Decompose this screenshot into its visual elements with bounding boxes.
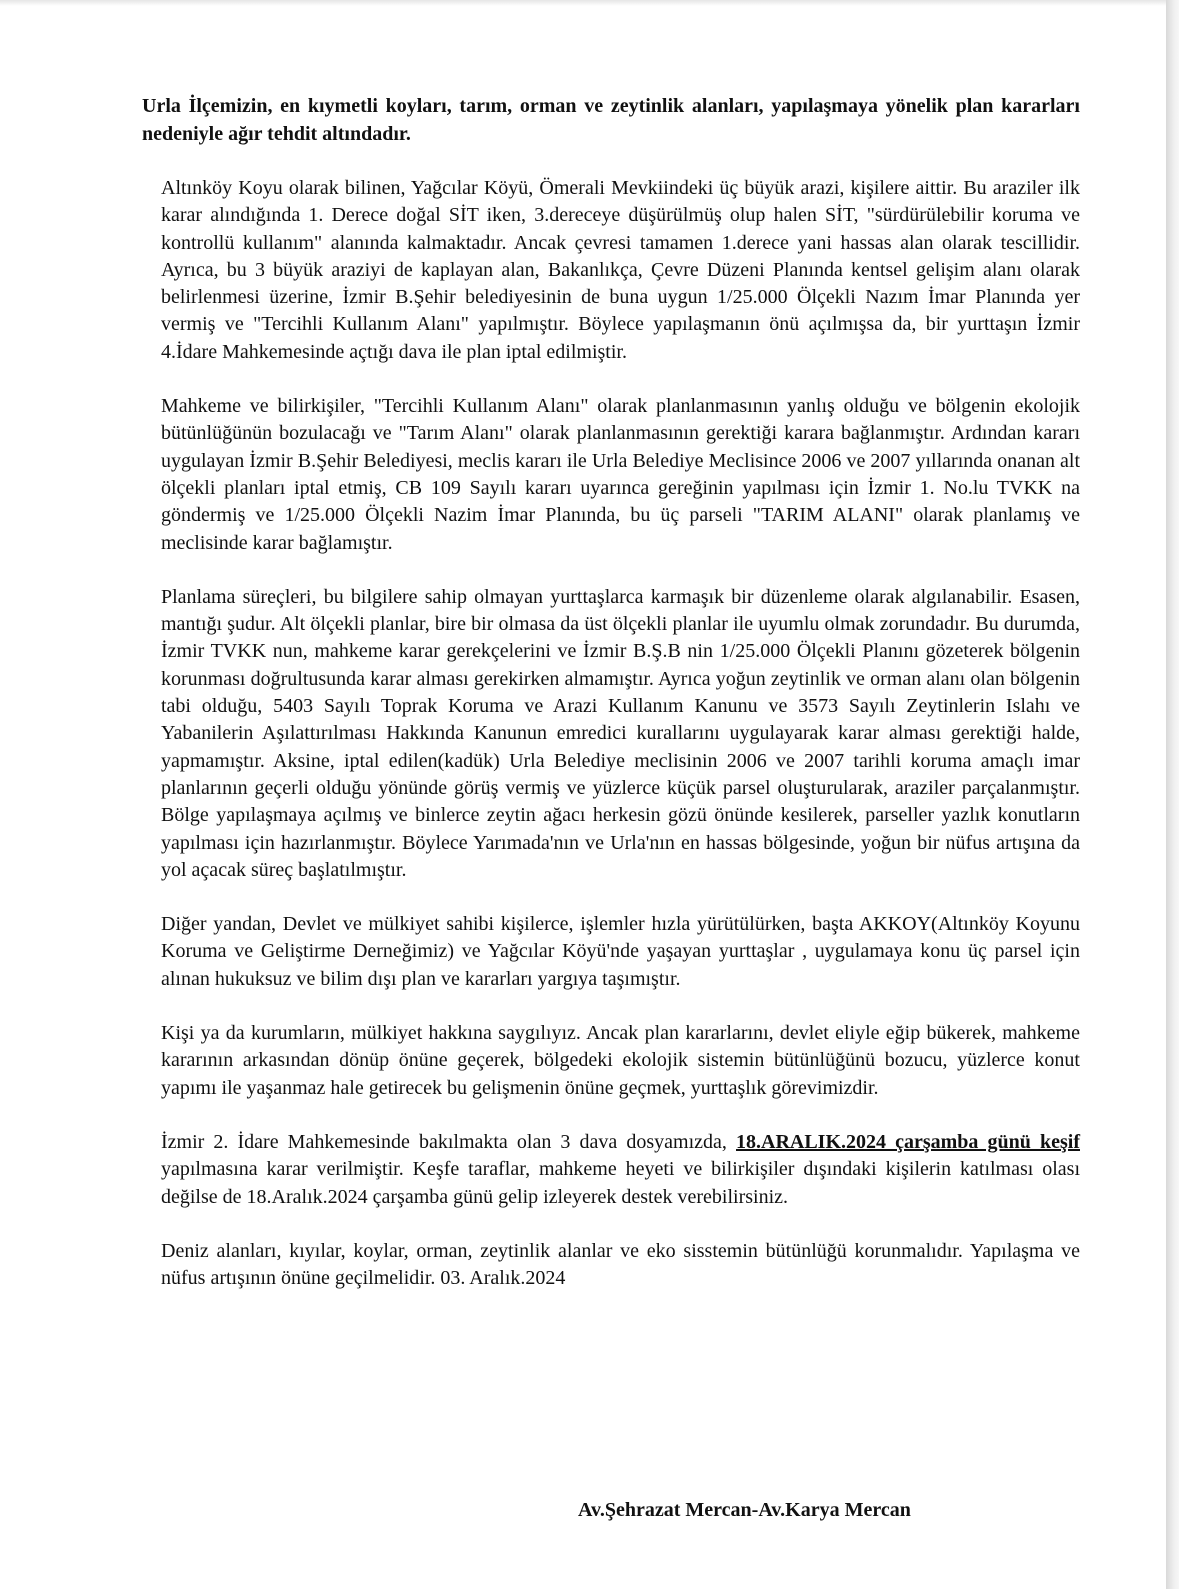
hearing-date-emphasis: 18.ARALIK.2024 çarşamba günü keşif <box>736 1130 1080 1153</box>
hearing-paragraph <box>161 1129 1080 1211</box>
closing-paragraph: Deniz alanları, kıyılar, koylar, orman, zeytinlik alanlar ve eko sisstemin bütünlüğü korunmalıdır. Yapılaşma ve nüfus artışının önüne geçilmelidir. 03. Aralık.2024 <box>161 1239 1080 1290</box>
page-right-edge <box>1166 0 1179 1589</box>
paragraph-2: Mahkeme ve bilirkişiler, "Tercihli Kullanım Alanı" olarak planlanmasının yanlış olduğu ve bölgenin ekolojik bütünlüğünün bozulacağı ve "Tarım Alanı" olarak planlanmasının gerektiği karara bağlanmıştır. Ardından kararı uygulayan İzmir B.Şehir Belediyesi, meclis kararı ile Urla Belediye Meclisince 2006 ve 2007 yıllarında onanan alt ölçekli planları iptal etmiş, CB 109 Sayılı kararı uyarınca gereğinin yapılması için İzmir 1. No.lu TVKK na göndermiş ve 1/25.000 Ölçekli Nazim İmar Planında, bu üç parseli "TARIM ALANI" olarak planlamış ve meclisinde karar bağlamıştır. <box>161 395 1080 554</box>
paragraph-3: Planlama süreçleri, bu bilgilere sahip olmayan yurttaşlarca karmaşık bir düzenleme olarak algılanabilir. Esasen, mantığı şudur. Alt ölçekli planlar, bire bir olmasa da üst ölçekli planlar ile uyumlu olmak zorundadır. Bu durumda, İzmir TVKK nun, mahkeme karar gerekçelerini ve İzmir B.Ş.B nin 1/25.000 Ölçekli Planını gözeterek bölgenin korunması doğrultusunda karar alması gerekirken almamıştır. Ayrıca yoğun zeytinlik ve orman alanı olan bölgenin tabi olduğu, 5403 Sayılı Toprak Koruma ve Arazi Kullanım Kanunu ve 3573 Sayılı Zeytinlerin Islahı ve Yabanilerin Aşılattırılması Hakkında Kanunun emredici kurallarını uygulayarak karar alması gerektiği halde, yapmamıştır. Aksine, iptal edilen(kadük) Urla Belediye meclisinin 2006 ve 2007 tarihli koruma amaçlı imar planlarının geçerli olduğu yönünde görüş vermiş ve yüzlerce küçük parsel oluşturularak, araziler parçalanmıştır. Bölge yapılaşmaya açılmış ve binlerce zeytin ağacı herkesin gözü önünde kesilerek, parseller yazlık konutların yapılması için hazırlanmıştır. Böylece Yarımada'nın ve Urla'nın en hassas bölgesinde, yoğun bir nüfus artışına da yol açacak süreç başlatılmıştır. <box>161 585 1080 881</box>
paragraph-1: Altınköy Koyu olarak bilinen, Yağcılar Köyü, Ömerali Mevkiindeki üç büyük arazi, kişilere aittir. Bu araziler ilk karar alındığında 1. Derece doğal SİT iken, 3.dereceye düşürülmüş olup halen SİT, "sürdürülebilir koruma ve kontrollü kullanım" alanında kalmaktadır. Ancak çevresi tamamen 1.derece yani hassas alan olarak tescillidir. Ayrıca, bu 3 büyük araziyi de kaplayan alan, Bakanlıkça, Çevre Düzeni Planında kentsel gelişim alanı olarak belirlenmesi üzerine, İzmir B.Şehir belediyesinin de buna uygun 1/25.000 Ölçekli Nazım İmar Planında yer vermiş ve "Tercihli Kullanım Alanı" yapılmıştır. Böylece yapılaşmanın önü açılmışsa da, bir yurttaşın İzmir 4.İdare Mahkemesinde açtığı dava ile plan iptal edilmiştir. <box>161 177 1080 363</box>
paragraph-5: Kişi ya da kurumların, mülkiyet hakkına saygılıyız. Ancak plan kararlarını, devlet eliyle eğip bükerek, mahkeme kararının arkasından dönüp önüne geçerek, bölgedeki ekolojik sistemin bütünlüğünü bozucu, yüzlerce konut yapımı ile yaşanmaz hale getirecek bu gelişmenin önüne geçmek, yurttaşlık görevimizdir. <box>161 1022 1080 1099</box>
signature: Av.Şehrazat Mercan-Av.Karya Mercan <box>578 1499 911 1521</box>
document-heading: Urla İlçemizin, en kıymetli koyları, tarım, orman ve zeytinlik alanları, yapılaşmaya yönelik plan kararları nedeniyle ağır tehdit altındadır. <box>142 95 1080 145</box>
hearing-text-before: İzmir 2. İdare Mahkemesinde bakılmakta olan 3 dava dosyamızda, <box>161 1130 736 1153</box>
hearing-text-after: yapılmasına karar verilmiştir. Keşfe taraflar, mahkeme heyeti ve bilirkişiler dışındaki kişilerin katılması olası değilse de 18.Aralık.2024 çarşamba günü gelip izleyerek destek verebilirsiniz. <box>161 1158 1080 1208</box>
page-top-shadow <box>0 0 1166 6</box>
document-body <box>161 175 1080 1319</box>
paragraph-4: Diğer yandan, Devlet ve mülkiyet sahibi kişilerce, işlemler hızla yürütülürken, başta AKKOY(Altınköy Koyunu Koruma ve Geliştirme Derneğimiz) ve Yağcılar Köyü'nde yaşayan yurttaşlar , uygulamaya konu üç parsel için alınan hukuksuz ve bilim dışı plan ve kararları yargıya taşımıştır. <box>161 913 1080 990</box>
